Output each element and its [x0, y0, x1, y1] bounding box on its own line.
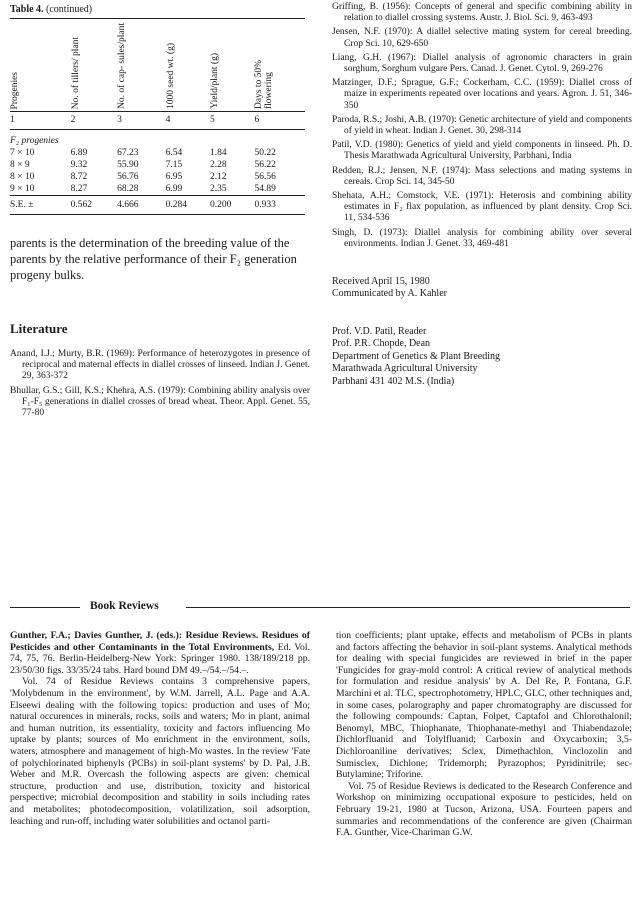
address-line: Department of Genetics & Plant Breeding: [332, 350, 501, 362]
table-cell: 0.562: [71, 196, 117, 215]
table-cell: 67.23: [117, 148, 139, 158]
review-paragraph: Vol. 74 of Residue Reviews contains 3 comprehensive papers, 'Molybdenum in the environment', by W.M. Jarrell, A.L. Page and A.A. Elseewi dealing with the following topics: production and uses of Mo; natural occurences in minerals, rocks, soils and waters; Mo in plant, animal and human nutrition, its essentiality, toxicity and factors influencing Mo uptake by plants; sources of Mo enrichment in the environment, soils, waters, atmosphere and management of high-Mo wastes. In the review 'Fate of polychlorinated biphenyls (PCBs) in soil-plant systems' by D. Pal, J.B. Weber and M.R. Overcash the following aspects are given: chemical structure, production and use, distribution, toxicity and historical perspective; microbial decomposition and stability in soils including rates and metabolites; photodecomposition, volatilization, soil adsorption, leaching and run-off, including water solubilities and octanol parti-: [10, 676, 310, 827]
table-continued-label: (continued): [46, 4, 93, 15]
table-cell: 4.666: [117, 196, 165, 215]
review-right-column: [336, 630, 632, 839]
table-cell: 8.27: [70, 184, 88, 194]
table-cell: 6.95: [165, 172, 183, 182]
table-row: [10, 171, 305, 183]
table-cell: 6.99: [165, 184, 183, 194]
standard-error-row: [10, 196, 305, 215]
table-cell: 0.200: [210, 196, 254, 215]
table-cell: 56.76: [117, 172, 139, 182]
table-cell: 8.72: [70, 172, 88, 182]
table-cell: 50.22: [254, 148, 276, 158]
table-cell: 55.90: [117, 160, 139, 170]
table-cell: 7.15: [165, 160, 183, 170]
reference-item: Liang, G.H. (1967): Diallel analysis of agronomic characters in grain sorghum, Sorghum vulgare Pers. Canad. J. Genet. Cytol. 9, 269-276: [332, 52, 632, 75]
table-cell: 7 × 10: [10, 148, 35, 158]
review-citation-title: Gunther, F.A.; Davies Gunther, J. (eds.): Residue Reviews. Residues of Pesticides and other Contaminants in the Total Environments,: [10, 630, 310, 653]
table-row: [10, 147, 305, 159]
reference-item: Shehata, A.H.; Comstock, V.E. (1971): Heterosis and combining ability estimates in F₂ flax population, as influenced by plant density. Crop Sci. 11, 534-536: [332, 191, 632, 224]
table-cell: S.E. ±: [10, 196, 71, 215]
received-block: [332, 276, 632, 300]
table-header-row: [10, 19, 305, 112]
data-table: [10, 18, 305, 215]
reference-item: Jensen, N.F. (1970): A diallel selective mating system for cereal breeding. Crop Sci. 10, 629-650: [332, 27, 632, 49]
col-number: 5: [210, 112, 254, 130]
right-column: [332, 2, 632, 388]
reference-item: Patil, V.D. (1980): Genetics of yield and yield components in linseed. Ph. D. Thesis Marathwada Agricultural University, Parbhani, India: [332, 140, 632, 162]
table-cell: 8 × 9: [10, 160, 30, 170]
header-progenies: Progenies: [10, 19, 71, 112]
divider-line: [10, 607, 80, 608]
table-cell: 8 × 10: [10, 172, 35, 182]
reference-item: Paroda, R.S.; Joshi, A.B. (1970): Genetic architecture of yield and components of yield in wheat. Indian J. Genet. 30, 298-314: [332, 114, 632, 137]
col-number: 4: [166, 112, 210, 130]
header-seed-weight: 1000 seed wt. (g): [166, 19, 210, 112]
col-number: 6: [254, 112, 305, 130]
section-row: [10, 130, 305, 148]
address-line: Prof. P.R. Chopde, Dean: [332, 338, 431, 350]
reference-item: Redden, R.J.; Jensen, N.F. (1974): Mass selections and mating systems in cereals. Crop Sci. 14, 345-50: [332, 165, 632, 187]
literature-heading: Literature: [10, 321, 68, 336]
table-cell: 9.32: [70, 160, 88, 170]
table-row: [10, 183, 305, 196]
table-cell: 2.35: [210, 184, 227, 194]
author-address: [332, 326, 632, 388]
review-citation-details: Ed. Vol. 74, 75, 76. Berlin-Heidelberg-New York: Springer 1980. 138/189/218 pp. 23/50/30 figs. 33/35/24 tabs. Hard bound DM 49.–/54.–/54.–.: [10, 641, 311, 676]
address-line: Prof. V.D. Patil, Reader: [332, 326, 427, 338]
table-cell: 6.89: [70, 148, 88, 158]
header-flowering: Days to 50% flowering: [254, 19, 305, 112]
table-cell: 1.84: [210, 148, 227, 158]
reference-item: Matzinger, D.F.; Sprague, G.F.; Cockerham, C.C. (1959): Diallel cross of maize in experiments repeated over locations and years. Agron. J. 51, 346-350: [332, 78, 632, 111]
book-reviews-header: [10, 600, 630, 614]
review-paragraph: tion coefficients; plant uptake, effects and metabolism of PCBs in plants and factors affecting the behavior in soil-plant systems. Analytical methods for dealing with special fungicides are reviewed in brief in the paper 'Fungicides for gray-mold control: A critical review of analytical methods for formulation and residue analysis' by A. Del Re, P. Fontana, G.F. Marchini et al. TLC, spectrophotometry, HPLC, GLC, other techniques and, in some cases, polarography and paper chromatography are discussed for the following compounds: Captan, Folpet, Captafol and Chlorothalonil; Benomyl, MBC, Thiophanate, Thiophanate-methyl and Thiabendazole; Dichlorfluanid and Tolylfluanid; Carboxin and Oxycarboxin; 3,5-Dichloroaniline derivatives; Sclex, Dimethachlon, Vinclozolin and Sumisclex, Dichlone; Tridemorph; Pyrazophos; Pyridinitrile; sec-Butylamine; Triforine.: [336, 630, 632, 781]
table-cell: 2.28: [210, 160, 227, 170]
column-number-row: [10, 112, 305, 130]
table-cell: 56.56: [254, 172, 276, 182]
communicated-by: Communicated by A. Kahler: [332, 288, 447, 300]
book-reviews-heading: Book Reviews: [90, 600, 159, 612]
review-paragraph: Vol. 75 of Residue Reviews is dedicated to the Research Conference and Workshop on minimizing occupational exposure to pesticides, held on February 19-21, 1980 at Tucson, Arizona, USA. Fourteen papers and summaries and recommendations of the conference are given (Chairman F.A. Gunther, Vice-Chariman G.W.: [336, 780, 632, 839]
table-cell: 54.89: [254, 184, 276, 194]
header-capsules: No. of cap- sules/plant: [117, 19, 165, 112]
review-citation: [10, 630, 310, 676]
received-date: Received April 15, 1980: [332, 276, 430, 288]
table-cell: 6.54: [165, 148, 183, 158]
table-caption: [10, 4, 310, 15]
table-title: Table 4.: [10, 4, 44, 15]
header-yield: Yield/plant (g): [210, 19, 254, 112]
table-cell: 68.28: [117, 184, 139, 194]
address-line: Marathwada Agricultural University: [332, 363, 478, 375]
reference-item: Bhullar, G.S.; Gill, K.S.; Khehra, A.S. (1979): Combining ability analysis over F₁-F₅ generations in diallel crosses of bread wheat. Theor. Appl. Genet. 55, 77-80: [10, 385, 310, 419]
section-label: F₂ progenies: [10, 136, 59, 146]
reference-item: Singh, D. (1973): Diallel analysis for combining ability over several environments. Indian J. Genet. 33, 469-481: [332, 227, 632, 249]
body-paragraph: parents is the determination of the breeding value of the parents by the relative performance of their F₂ generation progeny bulks.: [10, 236, 297, 282]
col-number: 1: [10, 112, 71, 130]
left-column: [10, 4, 310, 422]
table-cell: 0.284: [166, 196, 210, 215]
address-line: Parbhani 431 402 M.S. (India): [332, 375, 455, 387]
table-cell: 56.22: [254, 160, 276, 170]
divider-line: [186, 607, 630, 608]
col-number: 2: [71, 112, 117, 130]
reference-item: Griffing, B. (1956): Concepts of general and specific combining ability in relation to diallel crossing systems. Austr. J. Biol. Sci. 9, 463-493: [332, 2, 632, 24]
table-cell: 0.933: [254, 196, 305, 215]
table-cell: 9 × 10: [10, 184, 35, 194]
table-row: [10, 159, 305, 171]
reference-item: Anand, I.J.; Murty, B.R. (1969): Performance of heterozygotes in presence of reciprocal and maternal effects in diallel crosses of linseed. Indian J. Genet. 29, 363-372: [10, 349, 310, 382]
review-left-column: [10, 630, 310, 827]
col-number: 3: [117, 112, 165, 130]
table-cell: 2.12: [210, 172, 227, 182]
header-tillers: No. of tillers/ plant: [71, 19, 117, 112]
